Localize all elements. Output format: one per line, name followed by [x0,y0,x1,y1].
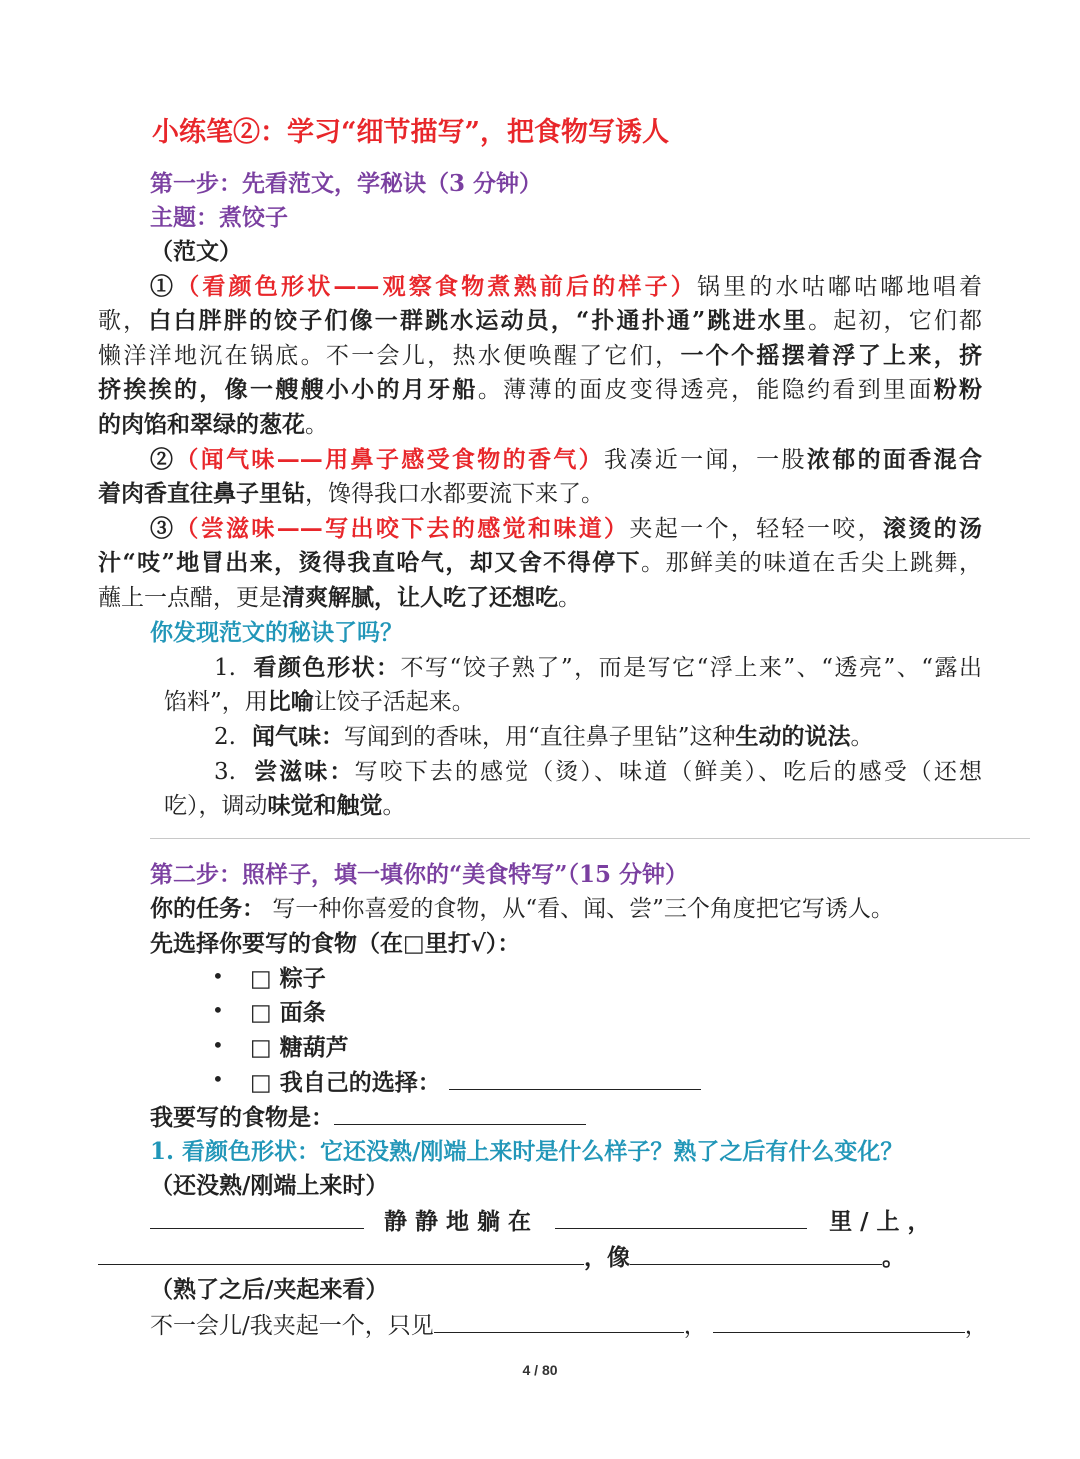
p3-line3: 蘸上一点醋，更是清爽解腻，让人吃了还想吃。 [98,584,581,611]
p1-line1: ①（看颜色形状——观察食物煮熟前后的样子）锅里的水咕嘟咕嘟地唱着 [150,273,983,300]
bullet-icon: • [212,1067,224,1091]
fill-line-2: ，像 。 [98,1240,905,1275]
p2-line2: 着肉香直往鼻子里钻，馋得我口水都要流下来了。 [98,480,604,507]
fill-blank-1a[interactable] [150,1204,364,1229]
secret-item-3: 3. 尝滋味：写咬下去的感觉（烫）、味道（鲜美）、吃后的感受（还想 [214,758,983,785]
step1-heading: 第一步：先看范文，学秘诀（3 分钟） [150,170,543,197]
option-zongzi-checkbox[interactable]: □ 粽子 [250,965,326,992]
fill-line-3: 不一会儿/我夹起一个，只见 ， ， [150,1308,988,1343]
option-noodles-checkbox[interactable]: □ 面条 [250,999,326,1026]
fill-blank-1b[interactable] [555,1204,807,1229]
section-divider [150,838,1030,839]
option-tanghulu-checkbox[interactable]: □ 糖葫芦 [250,1034,349,1061]
secret-item-3-cont: 吃），调动味觉和触觉。 [164,792,406,819]
page-number: 4 / 80 [522,1362,558,1378]
secret-heading: 你发现范文的秘诀了吗？ [150,619,403,646]
fill-blank-2b[interactable] [630,1240,882,1265]
p1-line5: 的肉馅和翠绿的葱花。 [98,411,328,438]
p1-line4: 挤挨挨的，像一艘艘小小的月牙船。薄薄的面皮变得透亮，能隐约看到里面粉粉 [98,376,983,403]
q1-subheading-after: （熟了之后/夹起来看） [150,1276,389,1303]
p3-line1: ③（尝滋味——写出咬下去的感觉和味道）夹起一个，轻轻一咬，滚烫的汤 [150,515,983,542]
page-title: 小练笔②：学习“细节描写”，把食物写诱人 [152,117,670,148]
custom-food-blank[interactable] [449,1065,701,1090]
topic-heading: 主题：煮饺子 [150,204,288,231]
choose-instruction: 先选择你要写的食物（在□里打√）： [150,930,521,957]
circle-3-marker: ③ [150,515,176,542]
secret-item-2: 2. 闻气味：写闻到的香味，用“直往鼻子里钻”这种生动的说法。 [214,723,874,750]
food-name-blank[interactable] [334,1100,586,1125]
fill-blank-2a[interactable] [98,1240,584,1265]
secret-item-1-cont: 馅料”，用比喻让饺子活起来。 [164,688,475,715]
p3-line2: 汁“吱”地冒出来，烫得我直哈气，却又舍不得停下。那鲜美的味道在舌尖上跳舞， [98,549,983,576]
question-1: 1. 看颜色形状：它还没熟/刚端上来时是什么样子？熟了之后有什么变化？ [150,1138,904,1165]
bullet-icon: • [212,964,224,988]
p3-hint: （尝滋味——写出咬下去的感觉和味道） [175,515,630,542]
circle-1-marker: ① [150,273,177,300]
fill-blank-3a[interactable] [434,1308,684,1333]
p1-line2: 歌，白白胖胖的饺子们像一群跳水运动员，“扑通扑通”跳进水里。起初，它们都 [98,307,983,334]
fill-line-1: 静 静 地 躺 在 里 / 上 ， [150,1204,931,1239]
secret-item-1: 1. 看颜色形状：不写“饺子熟了”，而是写它“浮上来”、“透亮”、“露出 [214,654,983,681]
task-line: 你的任务： 写一种你喜爱的食物，从“看、闻、尝”三个角度把它写诱人。 [150,895,894,922]
p1-line3: 懒洋洋地沉在锅底。不一会儿，热水便唤醒了它们，一个个摇摆着浮了上来，挤 [98,342,983,369]
q1-subheading-before: （还没熟/刚端上来时） [150,1172,389,1199]
step2-heading: 第二步：照样子，填一填你的“美食特写”（15 分钟） [150,861,688,888]
circle-2-marker: ② [150,446,176,473]
p1-hint: （看颜色形状——观察食物煮熟前后的样子） [176,273,698,300]
p2-hint: （闻气味——用鼻子感受食物的香气） [175,446,605,473]
fill-blank-3b[interactable] [713,1308,965,1333]
option-custom-checkbox[interactable]: □ 我自己的选择： [250,1069,441,1096]
p2-line1: ②（闻气味——用鼻子感受食物的香气）我凑近一闻，一股浓郁的面香混合 [150,446,983,473]
option-custom[interactable] [250,1065,701,1100]
food-choice-line: 我要写的食物是： [150,1100,586,1135]
model-essay-label: （范文） [150,238,242,265]
bullet-icon: • [212,998,224,1022]
bullet-icon: • [212,1033,224,1057]
